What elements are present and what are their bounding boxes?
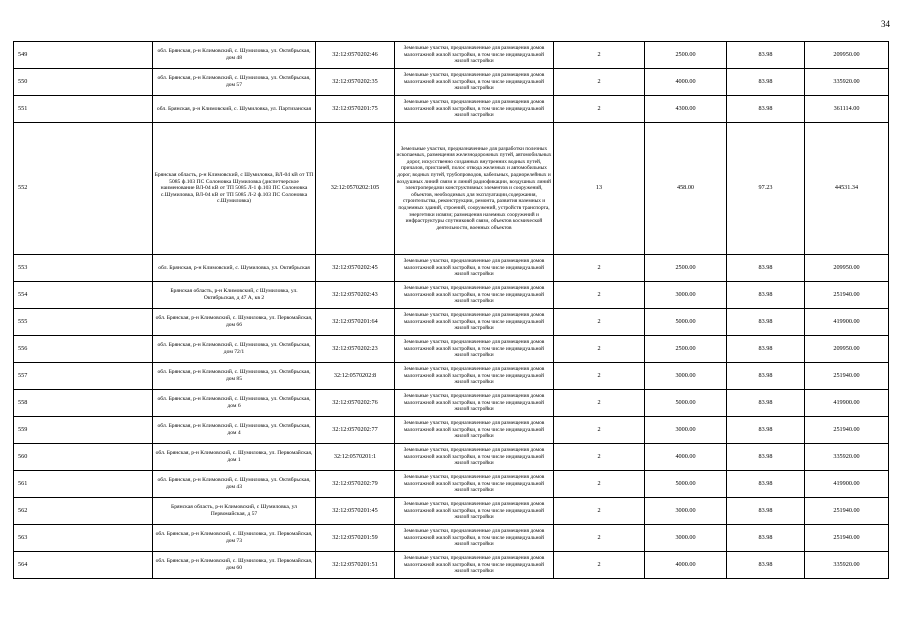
address-cell: обл. Брянская, р-н Климовский, с. Шумиловка, ул. Октябрьская, дом 48 xyxy=(153,42,316,69)
address-cell: Брянская область, р-н Климовский, с Шумиловка, ВЛ-04 кВ от ТП 5085 ф.103 ПС Солоновка Шумиловка (диспетчерское наименование ВЛ-04 кВ от ТП 5085 Л-1 ф.103 ПС Солоновка с.Шумиловка, ВЛ-04 кВ от ТП 5085 Л-2 ф.103 ПС Солоновка с.Шумиловка) xyxy=(153,123,316,255)
row-number: 549 xyxy=(14,42,153,69)
category-code-cell: 2 xyxy=(554,96,645,123)
category-code-cell: 2 xyxy=(554,498,645,525)
cadastral-value-cell: 419900.00 xyxy=(805,390,889,417)
cadastral-number-cell: 32:12:0570202:8 xyxy=(316,363,395,390)
land-use-cell: Земельные участки, предназначенные для размещения домов малоэтажной жилой застройки, в том числе индивидуальной жилой застройки xyxy=(395,552,554,579)
row-number: 552 xyxy=(14,123,153,255)
land-use-cell: Земельные участки, предназначенные для размещения домов малоэтажной жилой застройки, в том числе индивидуальной жилой застройки xyxy=(395,255,554,282)
area-cell: 2500.00 xyxy=(645,336,727,363)
category-code-cell: 2 xyxy=(554,309,645,336)
land-registry-table xyxy=(13,41,889,579)
area-cell: 5000.00 xyxy=(645,390,727,417)
cadastral-number-cell: 32:12:0570201:51 xyxy=(316,552,395,579)
area-cell: 3000.00 xyxy=(645,498,727,525)
row-number: 558 xyxy=(14,390,153,417)
address-cell: обл. Брянская, р-н Климовский, с. Шумиловка, ул. Октябрьская, дом 57 xyxy=(153,69,316,96)
cadastral-value-cell: 251940.00 xyxy=(805,417,889,444)
rate-cell: 83.98 xyxy=(727,417,805,444)
row-number: 560 xyxy=(14,444,153,471)
address-cell: обл. Брянская, р-н Климовский, с. Шумиловка, ул. Первомайская, дом 66 xyxy=(153,309,316,336)
rate-cell: 83.98 xyxy=(727,336,805,363)
cadastral-value-cell: 361114.00 xyxy=(805,96,889,123)
land-use-cell: Земельные участки, предназначенные для размещения домов малоэтажной жилой застройки, в том числе индивидуальной жилой застройки xyxy=(395,336,554,363)
land-use-cell: Земельные участки, предназначенные для размещения домов малоэтажной жилой застройки, в том числе индивидуальной жилой застройки xyxy=(395,471,554,498)
cadastral-value-cell: 251940.00 xyxy=(805,525,889,552)
category-code-cell: 13 xyxy=(554,123,645,255)
rate-cell: 83.98 xyxy=(727,69,805,96)
rate-cell: 83.98 xyxy=(727,552,805,579)
table-row xyxy=(14,525,889,552)
cadastral-value-cell: 209950.00 xyxy=(805,42,889,69)
category-code-cell: 2 xyxy=(554,390,645,417)
table-row xyxy=(14,69,889,96)
row-number: 563 xyxy=(14,525,153,552)
cadastral-number-cell: 32:12:0570202:43 xyxy=(316,282,395,309)
address-cell: обл. Брянская, р-н Климовский, с. Шумиловка, ул. Октябрьская, дом 43 xyxy=(153,471,316,498)
table-row xyxy=(14,498,889,525)
cadastral-value-cell: 335920.00 xyxy=(805,552,889,579)
row-number: 556 xyxy=(14,336,153,363)
land-use-cell: Земельные участки, предназначенные для размещения домов малоэтажной жилой застройки, в том числе индивидуальной жилой застройки xyxy=(395,309,554,336)
table-row xyxy=(14,552,889,579)
rate-cell: 83.98 xyxy=(727,309,805,336)
area-cell: 2500.00 xyxy=(645,255,727,282)
address-cell: Брянская область, р-н Климовский, с Шумиловка, ул. Октябрьская, д 47 А, кв 2 xyxy=(153,282,316,309)
area-cell: 4000.00 xyxy=(645,69,727,96)
cadastral-number-cell: 32:12:0570201:75 xyxy=(316,96,395,123)
area-cell: 4000.00 xyxy=(645,444,727,471)
table-row xyxy=(14,282,889,309)
row-number: 553 xyxy=(14,255,153,282)
land-use-cell: Земельные участки, предназначенные для размещения домов малоэтажной жилой застройки, в том числе индивидуальной жилой застройки xyxy=(395,498,554,525)
cadastral-number-cell: 32:12:0570201:45 xyxy=(316,498,395,525)
category-code-cell: 2 xyxy=(554,363,645,390)
category-code-cell: 2 xyxy=(554,255,645,282)
land-use-cell: Земельные участки, предназначенные для размещения домов малоэтажной жилой застройки, в том числе индивидуальной жилой застройки xyxy=(395,282,554,309)
row-number: 555 xyxy=(14,309,153,336)
cadastral-number-cell: 32:12:0570202:23 xyxy=(316,336,395,363)
table-row xyxy=(14,309,889,336)
land-use-cell: Земельные участки, предназначенные для размещения домов малоэтажной жилой застройки, в том числе индивидуальной жилой застройки xyxy=(395,444,554,471)
cadastral-value-cell: 251940.00 xyxy=(805,363,889,390)
table-row xyxy=(14,42,889,69)
cadastral-number-cell: 32:12:0570201:59 xyxy=(316,525,395,552)
cadastral-value-cell: 44531.34 xyxy=(805,123,889,255)
cadastral-value-cell: 209950.00 xyxy=(805,336,889,363)
row-number: 554 xyxy=(14,282,153,309)
area-cell: 458.00 xyxy=(645,123,727,255)
cadastral-number-cell: 32:12:0570202:45 xyxy=(316,255,395,282)
registry-body xyxy=(14,42,889,579)
address-cell: обл. Брянская, р-н Климовский, с. Шумиловка, ул. Октябрьская, дом 4 xyxy=(153,417,316,444)
address-cell: обл. Брянская, р-н Климовский, с. Шумиловка, ул. Октябрьская, дом 72/1 xyxy=(153,336,316,363)
land-use-cell: Земельные участки, предназначенные для размещения домов малоэтажной жилой застройки, в том числе индивидуальной жилой застройки xyxy=(395,42,554,69)
area-cell: 2500.00 xyxy=(645,42,727,69)
row-number: 557 xyxy=(14,363,153,390)
category-code-cell: 2 xyxy=(554,552,645,579)
rate-cell: 83.98 xyxy=(727,471,805,498)
cadastral-value-cell: 209950.00 xyxy=(805,255,889,282)
rate-cell: 83.98 xyxy=(727,96,805,123)
row-number: 559 xyxy=(14,417,153,444)
address-cell: обл. Брянская, р-н Климовский, с. Шумиловка, ул. Октябрьская xyxy=(153,255,316,282)
land-use-cell: Земельные участки, предназначенные для размещения домов малоэтажной жилой застройки, в том числе индивидуальной жилой застройки xyxy=(395,69,554,96)
address-cell: обл. Брянская, р-н Климовский, с. Шумиловка, ул. Первомайская, дом 1 xyxy=(153,444,316,471)
cadastral-number-cell: 32:12:0570202:76 xyxy=(316,390,395,417)
cadastral-number-cell: 32:12:0570202:79 xyxy=(316,471,395,498)
cadastral-value-cell: 335920.00 xyxy=(805,69,889,96)
cadastral-number-cell: 32:12:0570202:35 xyxy=(316,69,395,96)
rate-cell: 83.98 xyxy=(727,255,805,282)
rate-cell: 83.98 xyxy=(727,390,805,417)
row-number: 550 xyxy=(14,69,153,96)
address-cell: обл. Брянская, р-н Климовский, с. Шумиловка, ул. Октябрьская, дом 6 xyxy=(153,390,316,417)
area-cell: 3000.00 xyxy=(645,525,727,552)
land-use-cell: Земельные участки, предназначенные для размещения домов малоэтажной жилой застройки, в том числе индивидуальной жилой застройки xyxy=(395,417,554,444)
area-cell: 4300.00 xyxy=(645,96,727,123)
cadastral-value-cell: 251940.00 xyxy=(805,282,889,309)
area-cell: 5000.00 xyxy=(645,309,727,336)
row-number: 564 xyxy=(14,552,153,579)
rate-cell: 83.98 xyxy=(727,444,805,471)
row-number: 561 xyxy=(14,471,153,498)
category-code-cell: 2 xyxy=(554,444,645,471)
land-use-cell: Земельные участки, предназначенные для размещения домов малоэтажной жилой застройки, в том числе индивидуальной жилой застройки xyxy=(395,525,554,552)
category-code-cell: 2 xyxy=(554,417,645,444)
cadastral-number-cell: 32:12:0570201:64 xyxy=(316,309,395,336)
land-use-cell: Земельные участки, предназначенные для размещения домов малоэтажной жилой застройки, в том числе индивидуальной жилой застройки xyxy=(395,390,554,417)
category-code-cell: 2 xyxy=(554,525,645,552)
table-row xyxy=(14,96,889,123)
address-cell: обл. Брянская, р-н Климовский, с. Шумиловка, ул. Первомайская, дом 60 xyxy=(153,552,316,579)
rate-cell: 97.23 xyxy=(727,123,805,255)
table-row xyxy=(14,417,889,444)
row-number: 551 xyxy=(14,96,153,123)
cadastral-value-cell: 419900.00 xyxy=(805,471,889,498)
cadastral-number-cell: 32:12:0570202:77 xyxy=(316,417,395,444)
category-code-cell: 2 xyxy=(554,336,645,363)
cadastral-number-cell: 32:12:0570201:1 xyxy=(316,444,395,471)
land-use-cell: Земельные участки, предназначенные для размещения домов малоэтажной жилой застройки, в том числе индивидуальной жилой застройки xyxy=(395,96,554,123)
table-row xyxy=(14,336,889,363)
table-row xyxy=(14,444,889,471)
address-cell: обл. Брянская, р-н Климовский, с. Шумиловка, ул. Первомайская, дом 73 xyxy=(153,525,316,552)
table-row xyxy=(14,255,889,282)
table-row xyxy=(14,123,889,255)
area-cell: 3000.00 xyxy=(645,282,727,309)
land-use-cell: Земельные участки, предназначенные для размещения домов малоэтажной жилой застройки, в том числе индивидуальной жилой застройки xyxy=(395,363,554,390)
category-code-cell: 2 xyxy=(554,69,645,96)
rate-cell: 83.98 xyxy=(727,282,805,309)
cadastral-value-cell: 335920.00 xyxy=(805,444,889,471)
address-cell: Брянская область, р-н Климовский, с Шумиловка, ул Первомайская, д 57 xyxy=(153,498,316,525)
address-cell: обл. Брянская, р-н Климовский, с. Шумиловка, ул. Партизанская xyxy=(153,96,316,123)
area-cell: 5000.00 xyxy=(645,471,727,498)
address-cell: обл. Брянская, р-н Климовский, с. Шумиловка, ул. Октябрьская, дом 85 xyxy=(153,363,316,390)
cadastral-number-cell: 32:12:0570202:105 xyxy=(316,123,395,255)
table-row xyxy=(14,363,889,390)
area-cell: 3000.00 xyxy=(645,363,727,390)
table-row xyxy=(14,390,889,417)
rate-cell: 83.98 xyxy=(727,498,805,525)
rate-cell: 83.98 xyxy=(727,42,805,69)
category-code-cell: 2 xyxy=(554,282,645,309)
cadastral-number-cell: 32:12:0570202:46 xyxy=(316,42,395,69)
area-cell: 4000.00 xyxy=(645,552,727,579)
table-row xyxy=(14,471,889,498)
category-code-cell: 2 xyxy=(554,42,645,69)
cadastral-value-cell: 419900.00 xyxy=(805,309,889,336)
category-code-cell: 2 xyxy=(554,471,645,498)
area-cell: 3000.00 xyxy=(645,417,727,444)
rate-cell: 83.98 xyxy=(727,525,805,552)
cadastral-value-cell: 251940.00 xyxy=(805,498,889,525)
rate-cell: 83.98 xyxy=(727,363,805,390)
row-number: 562 xyxy=(14,498,153,525)
land-use-cell: Земельные участки, предназначенные для разработки полезных ископаемых, размещения железнодорожных путей, автомобильных дорог, искусственно созданных внутренних водных путей, причалов, пристаней, полос отвода железных и автомобильных дорог, водных путей, трубопроводов, кабельных, радиорелейных и воздушных линий связи и линий радиофикации, воздушных линий электропередачи конструктивных элементов и сооружений, объектов, необходимых для эксплуатации,содержания, строительства, реконструкции, ремонта, развития наземных и подземных зданий, строений, сооружений, устройств транспорта, энергетики исвязи; размещения наземных сооружений и инфраструктуры спутниковой связи, объектов космической деятельности, военных объектов xyxy=(395,123,554,255)
page-number: 34 xyxy=(881,19,890,29)
